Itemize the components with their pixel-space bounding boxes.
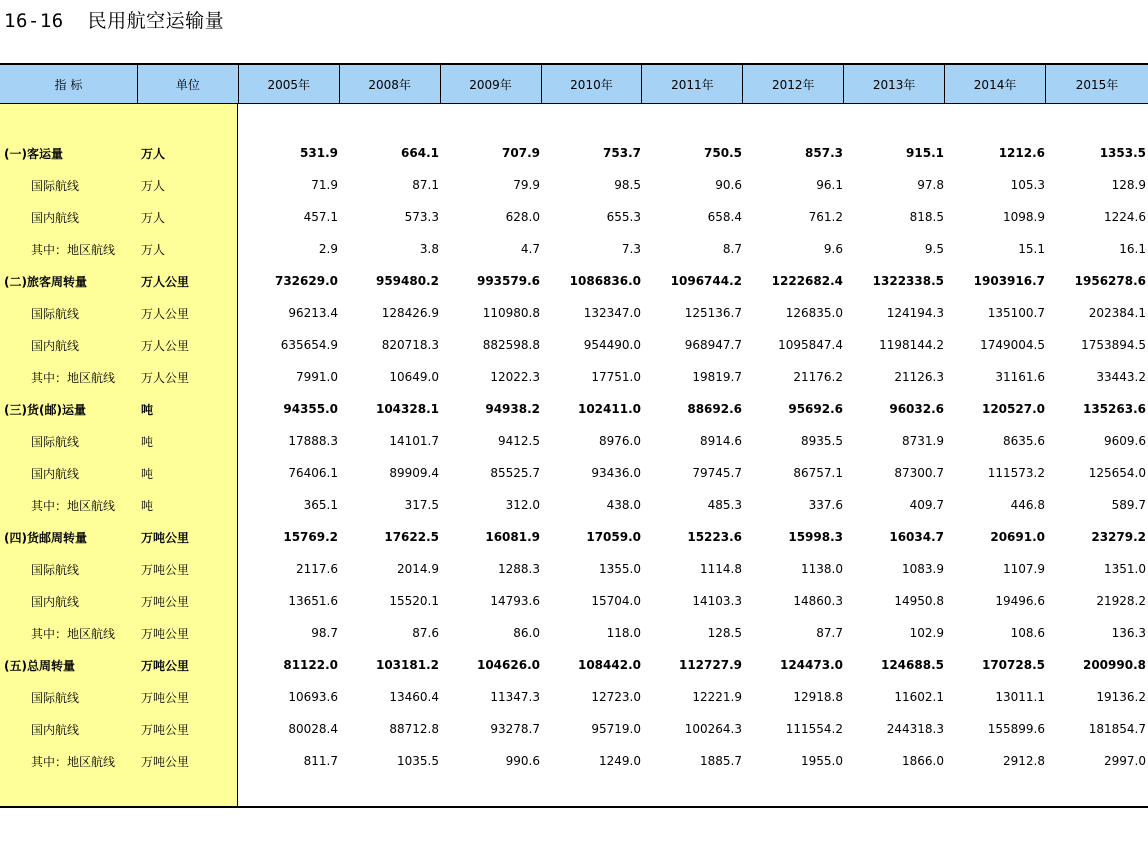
- row-value: 753.7: [603, 146, 641, 160]
- row-indicator: (一)客运量: [4, 146, 63, 161]
- row-value: 244318.3: [886, 722, 944, 736]
- row-value: 457.1: [303, 210, 338, 224]
- row-value: 2014.9: [397, 562, 439, 576]
- row-value: 14860.3: [793, 594, 843, 608]
- row-indicator: 国内航线: [31, 722, 80, 737]
- row-value: 1753894.5: [1081, 338, 1146, 352]
- row-value: 19819.7: [692, 370, 742, 384]
- row-value: 732629.0: [274, 274, 338, 288]
- row-unit: 万人: [141, 242, 166, 257]
- row-value: 968947.7: [684, 338, 742, 352]
- header-year: 2008年: [340, 65, 441, 103]
- row-value: 7.3: [621, 242, 641, 256]
- row-unit: 万吨公里: [141, 562, 190, 577]
- row-unit: 万吨公里: [141, 658, 190, 673]
- row-indicator: 其中：地区航线: [31, 242, 116, 257]
- row-value: 88692.6: [687, 402, 742, 416]
- row-indicator: 国内航线: [31, 210, 80, 225]
- row-value: 9.5: [924, 242, 944, 256]
- row-value: 87.1: [412, 178, 439, 192]
- row-unit: 吨: [141, 498, 154, 513]
- row-value: 337.6: [808, 498, 843, 512]
- row-value: 21126.3: [894, 370, 944, 384]
- row-value: 14101.7: [389, 434, 439, 448]
- row-value: 104626.0: [476, 658, 540, 672]
- row-value: 170728.5: [981, 658, 1045, 672]
- row-value: 33443.2: [1096, 370, 1146, 384]
- row-value: 1353.5: [1099, 146, 1146, 160]
- row-value: 818.5: [909, 210, 944, 224]
- row-value: 589.7: [1111, 498, 1146, 512]
- row-indicator: 其中：地区航线: [31, 498, 116, 513]
- table-row: [0, 361, 1148, 393]
- header-year: 2009年: [441, 65, 542, 103]
- row-value: 1249.0: [599, 754, 641, 768]
- row-value: 93278.7: [490, 722, 540, 736]
- row-value: 761.2: [808, 210, 843, 224]
- row-unit: 吨: [141, 402, 154, 417]
- row-value: 14793.6: [490, 594, 540, 608]
- row-value: 19136.2: [1096, 690, 1146, 704]
- row-value: 19496.6: [995, 594, 1045, 608]
- row-value: 98.5: [614, 178, 641, 192]
- row-value: 707.9: [502, 146, 540, 160]
- row-value: 108.6: [1010, 626, 1045, 640]
- row-value: 438.0: [606, 498, 641, 512]
- header-year: 2013年: [844, 65, 945, 103]
- row-indicator: 国内航线: [31, 594, 80, 609]
- row-indicator: 国际航线: [31, 690, 80, 705]
- header-year: 2010年: [542, 65, 643, 103]
- row-value: 124194.3: [886, 306, 944, 320]
- row-value: 1096744.2: [670, 274, 742, 288]
- row-value: 125136.7: [684, 306, 742, 320]
- row-value: 108442.0: [577, 658, 641, 672]
- row-value: 96.1: [816, 178, 843, 192]
- row-value: 128426.9: [381, 306, 439, 320]
- row-unit: 吨: [141, 466, 154, 481]
- row-value: 10693.6: [288, 690, 338, 704]
- row-value: 13011.1: [995, 690, 1045, 704]
- row-value: 9412.5: [498, 434, 540, 448]
- table-row: [0, 329, 1148, 361]
- header-year: 2015年: [1075, 77, 1119, 92]
- row-value: 954490.0: [583, 338, 641, 352]
- table-row: [0, 137, 1148, 169]
- row-value: 12022.3: [490, 370, 540, 384]
- table-row: [0, 713, 1148, 745]
- row-value: 120527.0: [981, 402, 1045, 416]
- row-value: 102411.0: [577, 402, 641, 416]
- row-unit: 万人公里: [141, 274, 190, 289]
- row-value: 11347.3: [490, 690, 540, 704]
- row-value: 8914.6: [700, 434, 742, 448]
- table-row: [0, 265, 1148, 297]
- row-value: 14103.3: [692, 594, 742, 608]
- row-value: 102.9: [909, 626, 944, 640]
- row-value: 4.7: [520, 242, 540, 256]
- row-value: 104328.1: [375, 402, 439, 416]
- row-unit: 万吨公里: [141, 690, 190, 705]
- row-value: 11602.1: [894, 690, 944, 704]
- row-value: 1198144.2: [879, 338, 944, 352]
- row-value: 98.7: [311, 626, 338, 640]
- row-value: 132347.0: [583, 306, 641, 320]
- row-value: 16.1: [1119, 242, 1146, 256]
- row-indicator: 国际航线: [31, 306, 80, 321]
- row-value: 128.5: [707, 626, 742, 640]
- row-value: 857.3: [805, 146, 843, 160]
- row-value: 312.0: [505, 498, 540, 512]
- row-value: 7991.0: [296, 370, 338, 384]
- row-value: 94355.0: [283, 402, 338, 416]
- row-value: 13651.6: [288, 594, 338, 608]
- header-indicator: 指 标: [0, 65, 138, 103]
- row-value: 2.9: [318, 242, 338, 256]
- row-value: 573.3: [404, 210, 439, 224]
- row-value: 8935.5: [801, 434, 843, 448]
- row-value: 15520.1: [389, 594, 439, 608]
- row-value: 16034.7: [889, 530, 944, 544]
- header-year: 2014年: [945, 65, 1046, 103]
- row-value: 135100.7: [987, 306, 1045, 320]
- row-indicator: (五)总周转量: [4, 658, 75, 673]
- row-value: 87300.7: [894, 466, 944, 480]
- row-value: 8635.6: [1003, 434, 1045, 448]
- row-value: 76406.1: [288, 466, 338, 480]
- row-value: 1107.9: [1003, 562, 1045, 576]
- row-value: 15998.3: [788, 530, 843, 544]
- row-value: 409.7: [909, 498, 944, 512]
- row-value: 20691.0: [990, 530, 1045, 544]
- row-value: 87.7: [816, 626, 843, 640]
- row-unit: 万吨公里: [141, 594, 190, 609]
- table-header: [0, 63, 1148, 104]
- row-value: 12918.8: [793, 690, 843, 704]
- row-value: 10649.0: [389, 370, 439, 384]
- row-value: 1086836.0: [569, 274, 641, 288]
- row-indicator: 国际航线: [31, 178, 80, 193]
- row-unit: 万吨公里: [141, 626, 190, 641]
- row-unit: 吨: [141, 434, 154, 449]
- row-value: 1224.6: [1104, 210, 1146, 224]
- row-value: 820718.3: [381, 338, 439, 352]
- table-row: [0, 617, 1148, 649]
- row-value: 8731.9: [902, 434, 944, 448]
- table-bottom-border: [0, 806, 1148, 808]
- row-value: 79.9: [513, 178, 540, 192]
- row-value: 1098.9: [1003, 210, 1045, 224]
- row-value: 80028.4: [288, 722, 338, 736]
- row-value: 1138.0: [801, 562, 843, 576]
- row-value: 993579.6: [476, 274, 540, 288]
- row-value: 112727.9: [678, 658, 742, 672]
- row-value: 1288.3: [498, 562, 540, 576]
- row-value: 124473.0: [779, 658, 843, 672]
- row-value: 125654.0: [1088, 466, 1146, 480]
- row-value: 1322338.5: [872, 274, 944, 288]
- row-value: 86757.1: [793, 466, 843, 480]
- row-indicator: 国内航线: [31, 466, 80, 481]
- table-row: [0, 649, 1148, 681]
- table-row: [0, 169, 1148, 201]
- row-value: 12723.0: [591, 690, 641, 704]
- row-value: 100264.3: [684, 722, 742, 736]
- row-value: 531.9: [300, 146, 338, 160]
- row-value: 882598.8: [482, 338, 540, 352]
- row-value: 87.6: [412, 626, 439, 640]
- row-value: 1866.0: [902, 754, 944, 768]
- row-value: 1222682.4: [771, 274, 843, 288]
- row-value: 990.6: [505, 754, 540, 768]
- row-value: 21928.2: [1096, 594, 1146, 608]
- table-body: [0, 137, 1148, 777]
- table-row: [0, 457, 1148, 489]
- row-value: 13460.4: [389, 690, 439, 704]
- table-row: [0, 521, 1148, 553]
- row-value: 1212.6: [998, 146, 1045, 160]
- row-value: 105.3: [1010, 178, 1045, 192]
- header-year: 2012年: [743, 65, 844, 103]
- row-indicator: 其中：地区航线: [31, 370, 116, 385]
- row-value: 664.1: [401, 146, 439, 160]
- row-value: 1956278.6: [1074, 274, 1146, 288]
- row-value: 1955.0: [801, 754, 843, 768]
- row-value: 8976.0: [599, 434, 641, 448]
- row-indicator: (二)旅客周转量: [4, 274, 87, 289]
- header-year: 2011年: [642, 65, 743, 103]
- row-unit: 万人: [141, 146, 166, 161]
- table-row: [0, 393, 1148, 425]
- row-value: 95692.6: [788, 402, 843, 416]
- row-value: 1885.7: [700, 754, 742, 768]
- row-value: 15769.2: [283, 530, 338, 544]
- header-year: 2005年: [239, 65, 340, 103]
- row-value: 12221.9: [692, 690, 742, 704]
- row-value: 135263.6: [1082, 402, 1146, 416]
- row-value: 94938.2: [485, 402, 540, 416]
- row-indicator: 国内航线: [31, 338, 80, 353]
- row-value: 17888.3: [288, 434, 338, 448]
- row-value: 79745.7: [692, 466, 742, 480]
- row-value: 31161.6: [995, 370, 1045, 384]
- row-value: 111554.2: [785, 722, 843, 736]
- row-value: 110980.8: [482, 306, 540, 320]
- table-row: [0, 233, 1148, 265]
- row-unit: 万人: [141, 210, 166, 225]
- row-value: 71.9: [311, 178, 338, 192]
- row-value: 128.9: [1111, 178, 1146, 192]
- row-value: 811.7: [303, 754, 338, 768]
- row-unit: 万人: [141, 178, 166, 193]
- table-row: [0, 553, 1148, 585]
- row-value: 628.0: [505, 210, 540, 224]
- row-value: 124688.5: [880, 658, 944, 672]
- row-indicator: 国际航线: [31, 434, 80, 449]
- row-value: 181854.7: [1088, 722, 1146, 736]
- row-value: 118.0: [606, 626, 641, 640]
- row-value: 959480.2: [375, 274, 439, 288]
- row-value: 17751.0: [591, 370, 641, 384]
- row-unit: 万人公里: [141, 338, 190, 353]
- row-indicator: (四)货邮周转量: [4, 530, 87, 545]
- table-row: [0, 201, 1148, 233]
- row-unit: 万吨公里: [141, 722, 190, 737]
- row-value: 103181.2: [375, 658, 439, 672]
- row-value: 1114.8: [700, 562, 742, 576]
- table-row: [0, 297, 1148, 329]
- row-value: 200990.8: [1082, 658, 1146, 672]
- row-value: 1095847.4: [778, 338, 843, 352]
- row-value: 136.3: [1111, 626, 1146, 640]
- row-value: 111573.2: [987, 466, 1045, 480]
- row-value: 86.0: [513, 626, 540, 640]
- row-value: 126835.0: [785, 306, 843, 320]
- row-value: 658.4: [707, 210, 742, 224]
- row-unit: 万人公里: [141, 370, 190, 385]
- table-row: [0, 425, 1148, 457]
- row-value: 15.1: [1018, 242, 1045, 256]
- row-value: 21176.2: [793, 370, 843, 384]
- row-value: 9.6: [823, 242, 843, 256]
- row-value: 88712.8: [389, 722, 439, 736]
- row-value: 2117.6: [296, 562, 338, 576]
- row-value: 1903916.7: [973, 274, 1045, 288]
- row-value: 750.5: [704, 146, 742, 160]
- row-value: 95719.0: [591, 722, 641, 736]
- row-unit: 万吨公里: [141, 754, 190, 769]
- row-indicator: 其中：地区航线: [31, 754, 116, 769]
- row-value: 2997.0: [1104, 754, 1146, 768]
- row-value: 1035.5: [397, 754, 439, 768]
- row-value: 317.5: [404, 498, 439, 512]
- row-value: 23279.2: [1091, 530, 1146, 544]
- row-value: 90.6: [715, 178, 742, 192]
- table-row: [0, 585, 1148, 617]
- row-value: 446.8: [1010, 498, 1045, 512]
- row-value: 485.3: [707, 498, 742, 512]
- row-value: 365.1: [303, 498, 338, 512]
- row-value: 155899.6: [987, 722, 1045, 736]
- row-indicator: 其中：地区航线: [31, 626, 116, 641]
- row-value: 15704.0: [591, 594, 641, 608]
- table-row: [0, 489, 1148, 521]
- row-value: 655.3: [606, 210, 641, 224]
- table-row: [0, 681, 1148, 713]
- row-value: 1749004.5: [980, 338, 1045, 352]
- row-value: 15223.6: [687, 530, 742, 544]
- row-indicator: 国际航线: [31, 562, 80, 577]
- row-value: 81122.0: [283, 658, 338, 672]
- row-value: 9609.6: [1104, 434, 1146, 448]
- header-unit: 单位: [138, 65, 239, 103]
- row-indicator: (三)货(邮)运量: [4, 402, 86, 417]
- row-value: 96032.6: [889, 402, 944, 416]
- row-value: 8.7: [722, 242, 742, 256]
- row-value: 202384.1: [1088, 306, 1146, 320]
- row-value: 17059.0: [586, 530, 641, 544]
- row-value: 96213.4: [288, 306, 338, 320]
- row-value: 85525.7: [490, 466, 540, 480]
- row-value: 89909.4: [389, 466, 439, 480]
- row-unit: 万吨公里: [141, 530, 190, 545]
- row-value: 2912.8: [1003, 754, 1045, 768]
- row-value: 3.8: [419, 242, 439, 256]
- row-value: 915.1: [906, 146, 944, 160]
- row-value: 93436.0: [591, 466, 641, 480]
- row-value: 1083.9: [902, 562, 944, 576]
- table-row: [0, 745, 1148, 777]
- row-value: 635654.9: [280, 338, 338, 352]
- row-value: 1355.0: [599, 562, 641, 576]
- row-value: 14950.8: [894, 594, 944, 608]
- row-unit: 万人公里: [141, 306, 190, 321]
- page-title: 16-16 民用航空运输量: [4, 10, 225, 32]
- row-value: 97.8: [917, 178, 944, 192]
- row-value: 16081.9: [485, 530, 540, 544]
- row-value: 1351.0: [1104, 562, 1146, 576]
- row-value: 17622.5: [384, 530, 439, 544]
